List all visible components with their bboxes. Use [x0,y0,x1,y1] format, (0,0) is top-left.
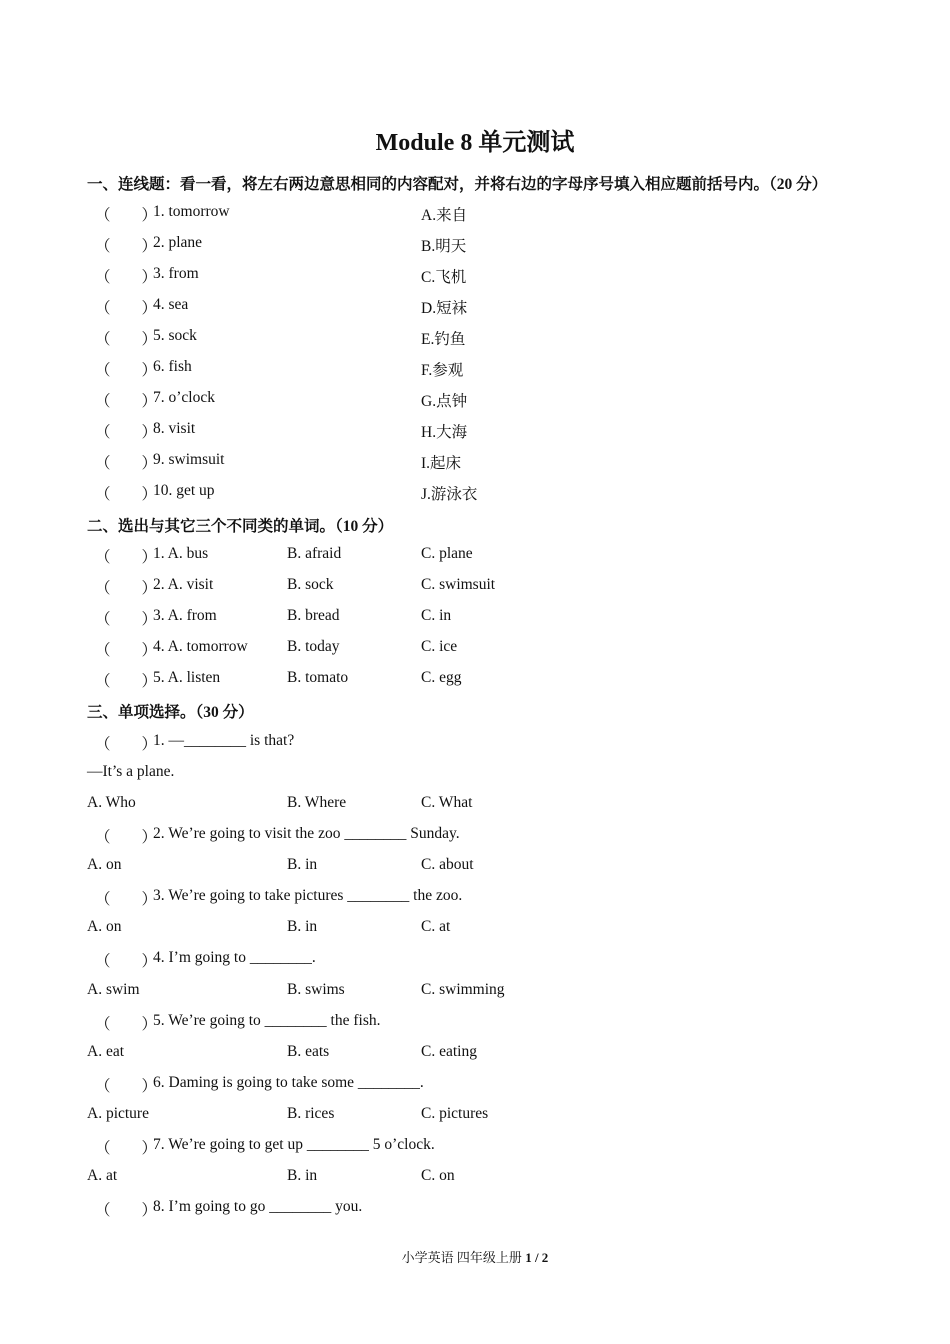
odd-one-out-row [87,638,887,660]
question-text: 6. Daming is going to take some ________. [153,1074,424,1091]
option-a: 1. A. bus [153,545,209,562]
answer-paren: （ ） [95,736,158,753]
answer-paren: （ ） [95,642,158,659]
question-stem [87,1198,887,1220]
option-c: C. at [421,918,451,935]
answer-paren: （ ） [95,269,158,286]
question-stem [87,1074,887,1096]
question-options [87,856,887,878]
match-row [87,358,887,380]
odd-one-out-row [87,669,887,691]
question-stem [87,732,887,754]
question-options [87,1105,887,1127]
match-meaning: A.来自 [421,207,468,224]
option-c: C. eating [421,1043,477,1060]
question-text: 8. I’m going to go ________ you. [153,1198,363,1215]
match-word: 1. tomorrow [153,203,230,220]
match-row [87,203,887,225]
question-options [87,1043,887,1065]
odd-one-out-row [87,576,887,598]
question-stem [87,825,887,847]
option-b: B. rices [287,1105,335,1122]
answer-paren: （ ） [95,300,158,317]
question-text: 2. We’re going to visit the zoo ________ Sunday. [153,825,460,842]
question-stem [87,887,887,909]
match-word: 8. visit [153,420,196,437]
option-a: 5. A. listen [153,669,221,686]
option-a: 3. A. from [153,607,217,624]
page-title: Module 8 单元测试 [375,130,575,156]
answer-paren: （ ） [95,486,158,503]
option-b: B. swims [287,981,345,998]
option-c: C. ice [421,638,458,655]
match-row [87,327,887,349]
match-meaning: C.飞机 [421,269,467,286]
option-c: C. on [421,1167,455,1184]
answer-paren: （ ） [95,362,158,379]
dialogue-line [87,763,887,785]
answer-paren: （ ） [95,829,158,846]
answer-paren: （ ） [95,1078,158,1095]
option-a: A. picture [87,1105,149,1122]
match-meaning: G.点钟 [421,393,468,410]
option-a: A. eat [87,1043,125,1060]
option-b: B. tomato [287,669,349,686]
answer-paren: （ ） [95,611,158,628]
option-c: C. pictures [421,1105,489,1122]
question-stem [87,1136,887,1158]
option-c: C. about [421,856,474,873]
answer-paren: （ ） [95,891,158,908]
question-options [87,918,887,940]
match-word: 3. from [153,265,199,282]
option-b: B. afraid [287,545,342,562]
match-word: 5. sock [153,327,197,344]
option-c: C. in [421,607,452,624]
question-options [87,1167,887,1189]
answer-paren: （ ） [95,549,158,566]
match-word: 4. sea [153,296,189,313]
question-options [87,981,887,1003]
match-row [87,296,887,318]
question-stem [87,1012,887,1034]
page-number: 1 / 2 [525,1250,549,1265]
match-meaning: D.短袜 [421,300,468,317]
odd-one-out-row [87,607,887,629]
match-word: 6. fish [153,358,192,375]
footer-text: 小学英语 四年级上册 [401,1250,522,1265]
option-a: A. swim [87,981,140,998]
match-meaning: B.明天 [421,238,467,255]
match-meaning: F.参观 [421,362,464,379]
question-text: 5. We’re going to ________ the fish. [153,1012,381,1029]
match-row [87,451,887,473]
option-a: 2. A. visit [153,576,214,593]
question-options [87,794,887,816]
option-b: B. sock [287,576,334,593]
option-b: B. Where [287,794,347,811]
option-c: C. swimsuit [421,576,496,593]
section-3-heading: 三、单项选择。（30 分） [87,704,254,721]
odd-one-out-row [87,545,887,567]
answer-paren: （ ） [95,331,158,348]
option-c: C. plane [421,545,473,562]
match-word: 7. o’clock [153,389,215,406]
question-text: 7. We’re going to get up ________ 5 o’clock. [153,1136,435,1153]
answer-paren: （ ） [95,1140,158,1157]
question-text: 3. We’re going to take pictures ________ the zoo. [153,887,463,904]
answer-paren: （ ） [95,455,158,472]
option-b: B. in [287,1167,318,1184]
answer-paren: （ ） [95,673,158,690]
answer-paren: （ ） [95,1016,158,1033]
option-b: B. eats [287,1043,330,1060]
match-meaning: E.钓鱼 [421,331,466,348]
question-stem [87,949,887,971]
match-meaning: I.起床 [421,455,462,472]
option-b: B. today [287,638,340,655]
page-footer [0,1247,950,1266]
option-a: A. Who [87,794,136,811]
match-word: 10. get up [153,482,215,499]
option-a: A. on [87,918,122,935]
answer-paren: （ ） [95,393,158,410]
option-c: C. swimming [421,981,505,998]
answer-paren: （ ） [95,238,158,255]
option-a: A. on [87,856,122,873]
dialogue-answer: —It’s a plane. [87,763,175,780]
option-a: A. at [87,1167,118,1184]
match-word: 2. plane [153,234,203,251]
option-c: C. What [421,794,473,811]
answer-paren: （ ） [95,207,158,224]
option-b: B. in [287,856,318,873]
section-2-heading: 二、选出与其它三个不同类的单词。（10 分） [87,518,394,535]
match-row [87,420,887,442]
match-row [87,234,887,256]
option-b: B. bread [287,607,340,624]
option-b: B. in [287,918,318,935]
question-text: 1. —________ is that? [153,732,295,749]
match-row [87,389,887,411]
match-word: 9. swimsuit [153,451,225,468]
match-meaning: J.游泳衣 [421,486,478,503]
answer-paren: （ ） [95,580,158,597]
match-meaning: H.大海 [421,424,468,441]
option-c: C. egg [421,669,462,686]
answer-paren: （ ） [95,953,158,970]
answer-paren: （ ） [95,1202,158,1219]
section-1-heading: 一、连线题：看一看，将左右两边意思相同的内容配对，并将右边的字母序号填入相应题前括号内。（20 分） [87,176,828,193]
match-row [87,265,887,287]
question-text: 4. I’m going to ________. [153,949,316,966]
match-row [87,482,887,504]
option-a: 4. A. tomorrow [153,638,248,655]
answer-paren: （ ） [95,424,158,441]
